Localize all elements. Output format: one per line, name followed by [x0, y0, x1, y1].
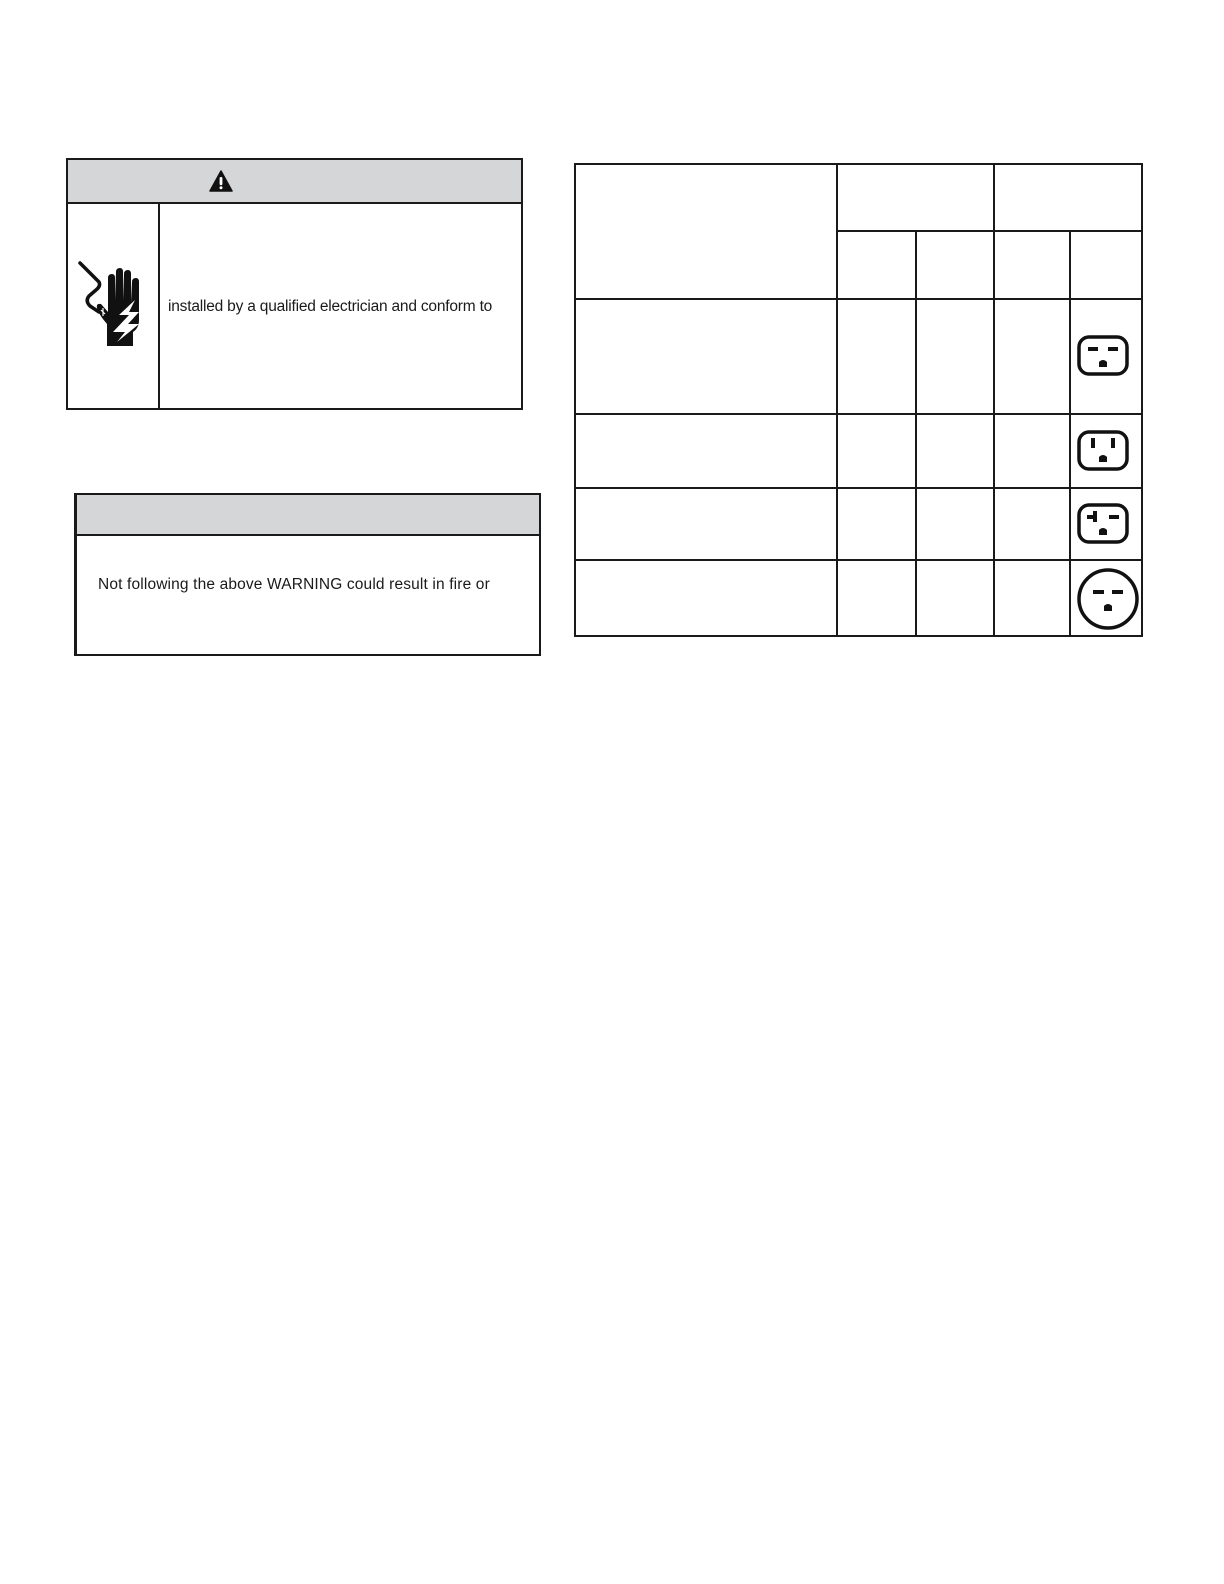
receptacle-cell-row-1 — [1071, 320, 1143, 392]
warning-icon-cell — [68, 204, 160, 408]
warning-triangle-icon — [209, 170, 233, 192]
receptacle-nema-5-20-icon — [1071, 488, 1143, 560]
caution-box — [74, 493, 541, 656]
receptacle-table — [574, 163, 1143, 637]
receptacle-table-grid — [574, 163, 1143, 637]
receptacle-nema-6-30-icon — [1071, 563, 1143, 635]
receptacle-cell-row-3 — [1071, 488, 1143, 560]
electrical-shock-hand-icon — [77, 260, 149, 352]
caution-body-text: Not following the above WARNING could result in fire or — [98, 576, 490, 593]
warning-text — [168, 204, 514, 408]
receptacle-nema-6-15-icon — [1071, 320, 1143, 392]
receptacle-cell-row-4 — [1071, 563, 1143, 635]
warning-box — [66, 158, 523, 410]
receptacle-cell-row-2 — [1071, 415, 1143, 487]
warning-body-text: installed by a qualified electrician and conform to — [168, 298, 493, 315]
receptacle-nema-5-15-icon — [1071, 415, 1143, 487]
warning-header — [68, 160, 521, 204]
caution-header — [77, 495, 539, 536]
caution-body — [77, 536, 539, 654]
